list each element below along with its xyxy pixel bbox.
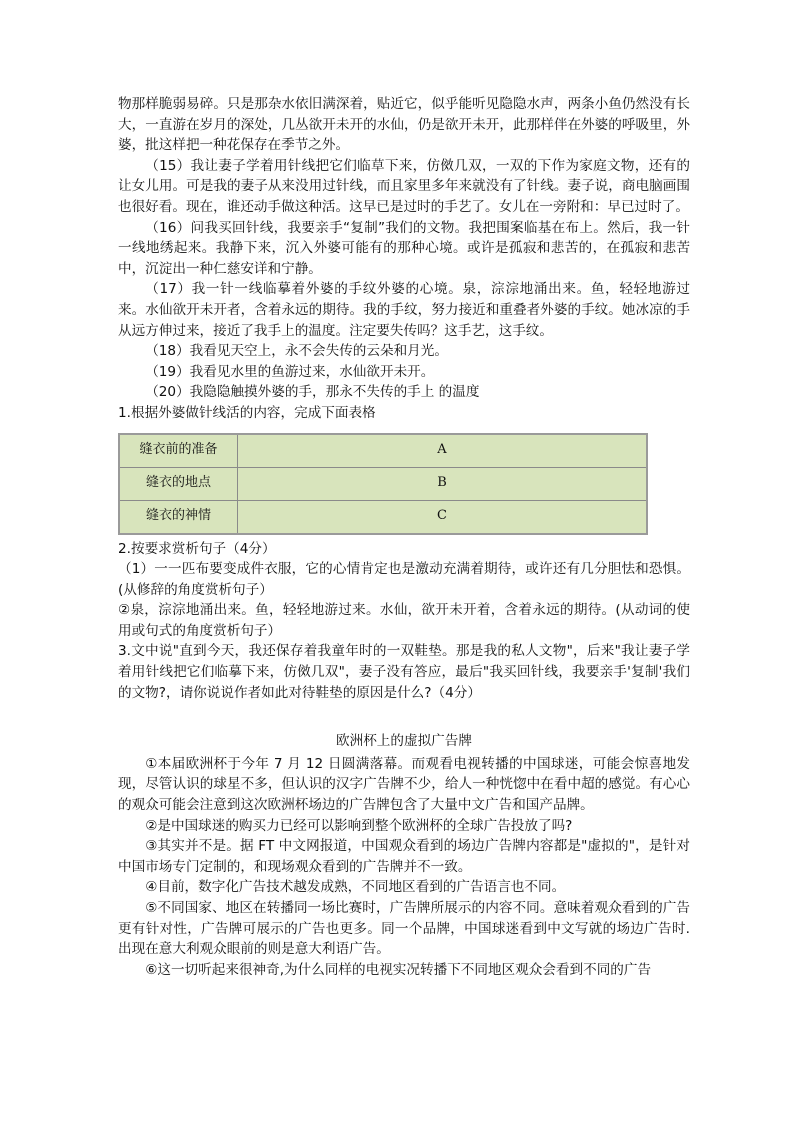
table-answer-cell: B xyxy=(238,467,648,500)
question-1: 1.根据外婆做针线活的内容，完成下面表格 xyxy=(118,404,376,421)
passage2-paragraph-3: ③其实并不是。据 FT 中文网报道，中国观众看到的场边广告牌内容都是"虚拟的"，是针对中国市场专门定制的，和现场观众看到的广告牌并不一致。 xyxy=(118,838,690,875)
table-label-cell: 缝衣的神情 xyxy=(119,500,238,534)
question-3: 3.文中说"直到今天，我还保存着我童年时的一双鞋垫。那是我的私人文物"，后来"我让妻子学着用针线把它们临摹下来，仿傚几双"，妻子没有答应，最后"我买回针线，我要亲手'复制'我们的文物?，请你说说作者如此对待鞋垫的原因是什么?（4分） xyxy=(118,643,690,701)
question-2-2: ②泉，淙淙地涌出来。鱼，轻轻地游过来。水仙，欲开未开着，含着永远的期待。(从动词的使用或句式的角度赏析句子） xyxy=(118,602,690,639)
paragraph-20: （20）我隐隐触摸外婆的手，那永不失传的手上 的温度 xyxy=(145,384,480,401)
question-2: 2.按要求赏析句子（4分） xyxy=(118,540,276,557)
paragraph-19: （19）我看见水里的鱼游过来，水仙欲开未开。 xyxy=(145,363,435,380)
table-answer-cell: C xyxy=(238,500,648,534)
paragraph-16: （16）问我买回针线，我要亲手“复制”我们的文物。我把围案临基在布上。然后，我一针一线地绣起来。我静下来，沉入外婆可能有的那种心境。或许是孤寂和悲苦的，在孤寂和悲苦中，沉淀出一种仁慈安详和宁静。 xyxy=(118,219,690,277)
table-row xyxy=(119,467,647,500)
answer-table-wrapper xyxy=(118,433,653,535)
paragraph-18: （18）我看见天空上，永不会失传的云朵和月光。 xyxy=(145,343,448,360)
answer-table xyxy=(118,433,648,535)
table-row xyxy=(119,434,647,468)
passage2-paragraph-2: ②是中国球迷的购买力已经可以影响到整个欧洲杯的全球广告投放了吗? xyxy=(145,817,573,834)
passage2-paragraph-4: ④目前，数字化广告技术越发成熟，不同地区看到的广告语言也不同。 xyxy=(145,879,566,896)
table-label-cell: 缝衣的地点 xyxy=(119,467,238,500)
passage2-title: 欧洲杯上的虚拟广告牌 xyxy=(336,733,472,750)
passage2-paragraph-1: ①本届欧洲杯于今年 7 月 12 日圆满落幕。而观看电视转播的中国球迷，可能会惊喜地发现，尽管认识的球星不多，但认识的汉字广告牌不少，给人一种恍惚中在看中超的感觉。有心心的观众可能会注意到这次欧洲杯场边的广告牌包含了大量中文广告和国产品牌。 xyxy=(118,755,690,814)
passage2-paragraph-6: ⑥这一切听起来很神奇,为什么同样的电视实况转播下不同地区观众会看到不同的广告 xyxy=(145,961,652,978)
table-row xyxy=(119,500,647,534)
passage1-continuation: 物那样脆弱易碎。只是那杂水依旧满深着，贴近它，似乎能听见隐隐水声，两条小鱼仍然没有长大，一直游在岁月的深处，几丛欲开未开的水仙，仍是欲开未开，此那样伴在外婆的呼吸里，外婆，批这样把一种花保存在季节之外。 xyxy=(118,96,690,154)
section-gap xyxy=(118,703,690,725)
question-2-1: （1）一一匹布要变成件衣服，它的心情肯定也是激动充满着期待，或许还有几分胆怯和恐惧。(从修辞的角度赏析句子） xyxy=(118,561,690,598)
passage2-paragraph-5: ⑤不同国家、地区在转播同一场比赛时，广告牌所展示的内容不同。意味着观众看到的广告更有针对性，广告牌可展示的广告也更多。同一个品牌，中国球迷看到中文写就的场边广告时.出现在意大利观众眼前的则是意大利语广告。 xyxy=(118,900,690,958)
table-answer-cell: A xyxy=(238,434,648,468)
paragraph-17: （17）我一针一线临摹着外婆的手纹外婆的心境。泉，淙淙地涌出来。鱼，轻轻地游过来。水仙欲开未开者，含着永远的期待。我的手纹，努力接近和重叠者外婆的手纹。她冰凉的手从远方伸过来，接近了我手上的温度。注定要失传吗？这手艺，这手纹。 xyxy=(118,281,690,339)
paragraph-15: （15）我让妻子学着用针线把它们临草下来，仿傚几双，一双的下作为家庭文物，还有的让女儿用。可是我的妻子从来没用过针线，而且家里多年来就没有了针线。妻子说，商电脑画围也很好看。现在，谁还动手做这种活。这早已是过时的手艺了。女儿在一旁附和：早已过时了。 xyxy=(118,157,690,215)
document-content xyxy=(118,94,690,980)
table-label-cell: 缝衣前的准备 xyxy=(119,434,238,468)
